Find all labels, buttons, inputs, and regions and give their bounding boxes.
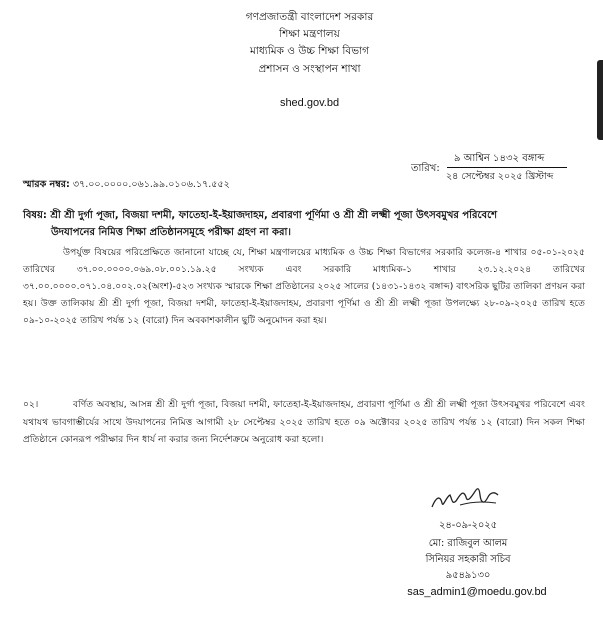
date-gregorian: ২৪ সেপ্টেম্বর ২০২৫ খ্রিস্টাব্দ (446, 171, 554, 182)
memo-number: ৩৭.০০.০০০০.০৬১.৯৯.০১০৬.১৭.৫৫২ (72, 179, 230, 190)
letterhead-division: মাধ্যমিক ও উচ্চ শিক্ষা বিভাগ (249, 45, 370, 57)
memo-label: স্মারক নম্বর: (23, 179, 70, 190)
date-bangla: ৯ আশ্বিন ১৪৩২ বঙ্গাব্দ (454, 153, 545, 164)
subject-block (23, 207, 583, 241)
body-paragraph-2-text: বর্ণিত অবস্থায়, আসন্ন শ্রী শ্রী দুর্গা পূজা, বিজয়া দশমী, ফাতেহা-ই-ইয়াজদাহম, প্রবারণা পূর্ণিমা ও শ্রী শ্রী লক্ষ্মী পূজা উৎসবমুখর পরিবেশে এবং যথাযথ ভাবগাম্ভীর্যের সাথে উদযাপনের নিমিত্ত আগামী ২৮ সেপ্টেম্বর ২০২৫ তারিখ হতে ০৯ অক্টোবর ২০২৫ তারিখ পর্যন্ত ১২ (বারো) দিন সকল শিক্ষা প্রতিষ্ঠানে কোনরূপ পরীক্ষার দিন ধার্য না করার জন্য নির্দেশক্রমে অনুরোধ করা হলো। (23, 399, 585, 445)
signatory-phone: ৯৫৪৯১৩০ (445, 570, 491, 581)
paragraph-number: ০২। (23, 399, 39, 410)
letterhead-government: গণপ্রজাতন্ত্রী বাংলাদেশ সরকার (245, 11, 374, 23)
memo-number-line (23, 178, 230, 193)
signature-image (430, 483, 500, 513)
body-paragraph-1: উপর্যুক্ত বিষয়ের পরিপ্রেক্ষিতে জানানো যাচ্ছে যে, শিক্ষা মন্ত্রণালয়ের মাধ্যমিক ও উচ্চ শিক্ষা বিভাগের সরকারি কলেজ-৪ শাখার ০৫-০১-২০২৫ তারিখের ৩৭.০০.০০০০.০৬৯.০৮.০০১.১৯.২৫ সংখ্যক এবং সরকারি মাধ্যমিক-১ শাখার ২৩.১২.২০২৪ তারিখের ৩৭.০০.০০০০.০৭১.০৪.০০২.০২(অংশ)-৫২৩ সংখ্যক স্মারকে শিক্ষা প্রতিষ্ঠানের ২০২৫ সালের (১৪৩১-১৪৩২ বঙ্গাব্দ) বাৎসরিক ছুটির তালিকা প্রণয়ন করা হয়। উক্ত তালিকায় শ্রী শ্রী দুর্গা পূজা, বিজয়া দশমী, ফাতেহা-ই-ইয়াজদাহম, প্রবারণা পূর্ণিমা ও শ্রী শ্রী লক্ষ্মী পূজা উপলক্ষ্যে ২৮-০৯-২০২৫ তারিখ হতে ০৯-১০-২০২৫ তারিখ পর্যন্ত ১২ (বারো) দিন অবকাশকালীন ছুটি অনুমোদন করা হয়। (23, 247, 585, 326)
signatory-designation: সিনিয়র সহকারী সচিব (425, 554, 511, 565)
letterhead-branch: প্রশাসন ও সংস্থাপন শাখা (258, 63, 361, 75)
subject-line-1: শ্রী শ্রী দুর্গা পূজা, বিজয়া দশমী, ফাতেহা-ই-ইয়াজদাহম, প্রবারণা পূর্ণিমা ও শ্রী শ্রী লক্ষ্মী পূজা উৎসবমুখর পরিবেশে (50, 210, 498, 221)
date-label: তারিখ: (411, 163, 440, 174)
signatory-name: মো: রাজিবুল আলম (428, 538, 508, 549)
signature-date: ২৪-০৯-২০২৫ (439, 520, 497, 531)
subject-line-2: উদযাপনের নিমিত্ত শিক্ষা প্রতিষ্ঠানসমূহে পরীক্ষা গ্রহণ না করা। (51, 227, 291, 238)
date-divider (447, 167, 567, 168)
letterhead-website: shed.gov.bd (279, 97, 340, 109)
subject-label: বিষয়: (23, 210, 47, 221)
body-paragraph-2 (23, 396, 585, 449)
signatory-email[interactable]: sas_admin1@moedu.gov.bd (407, 586, 547, 598)
letterhead-ministry: শিক্ষা মন্ত্রণালয় (279, 28, 340, 40)
